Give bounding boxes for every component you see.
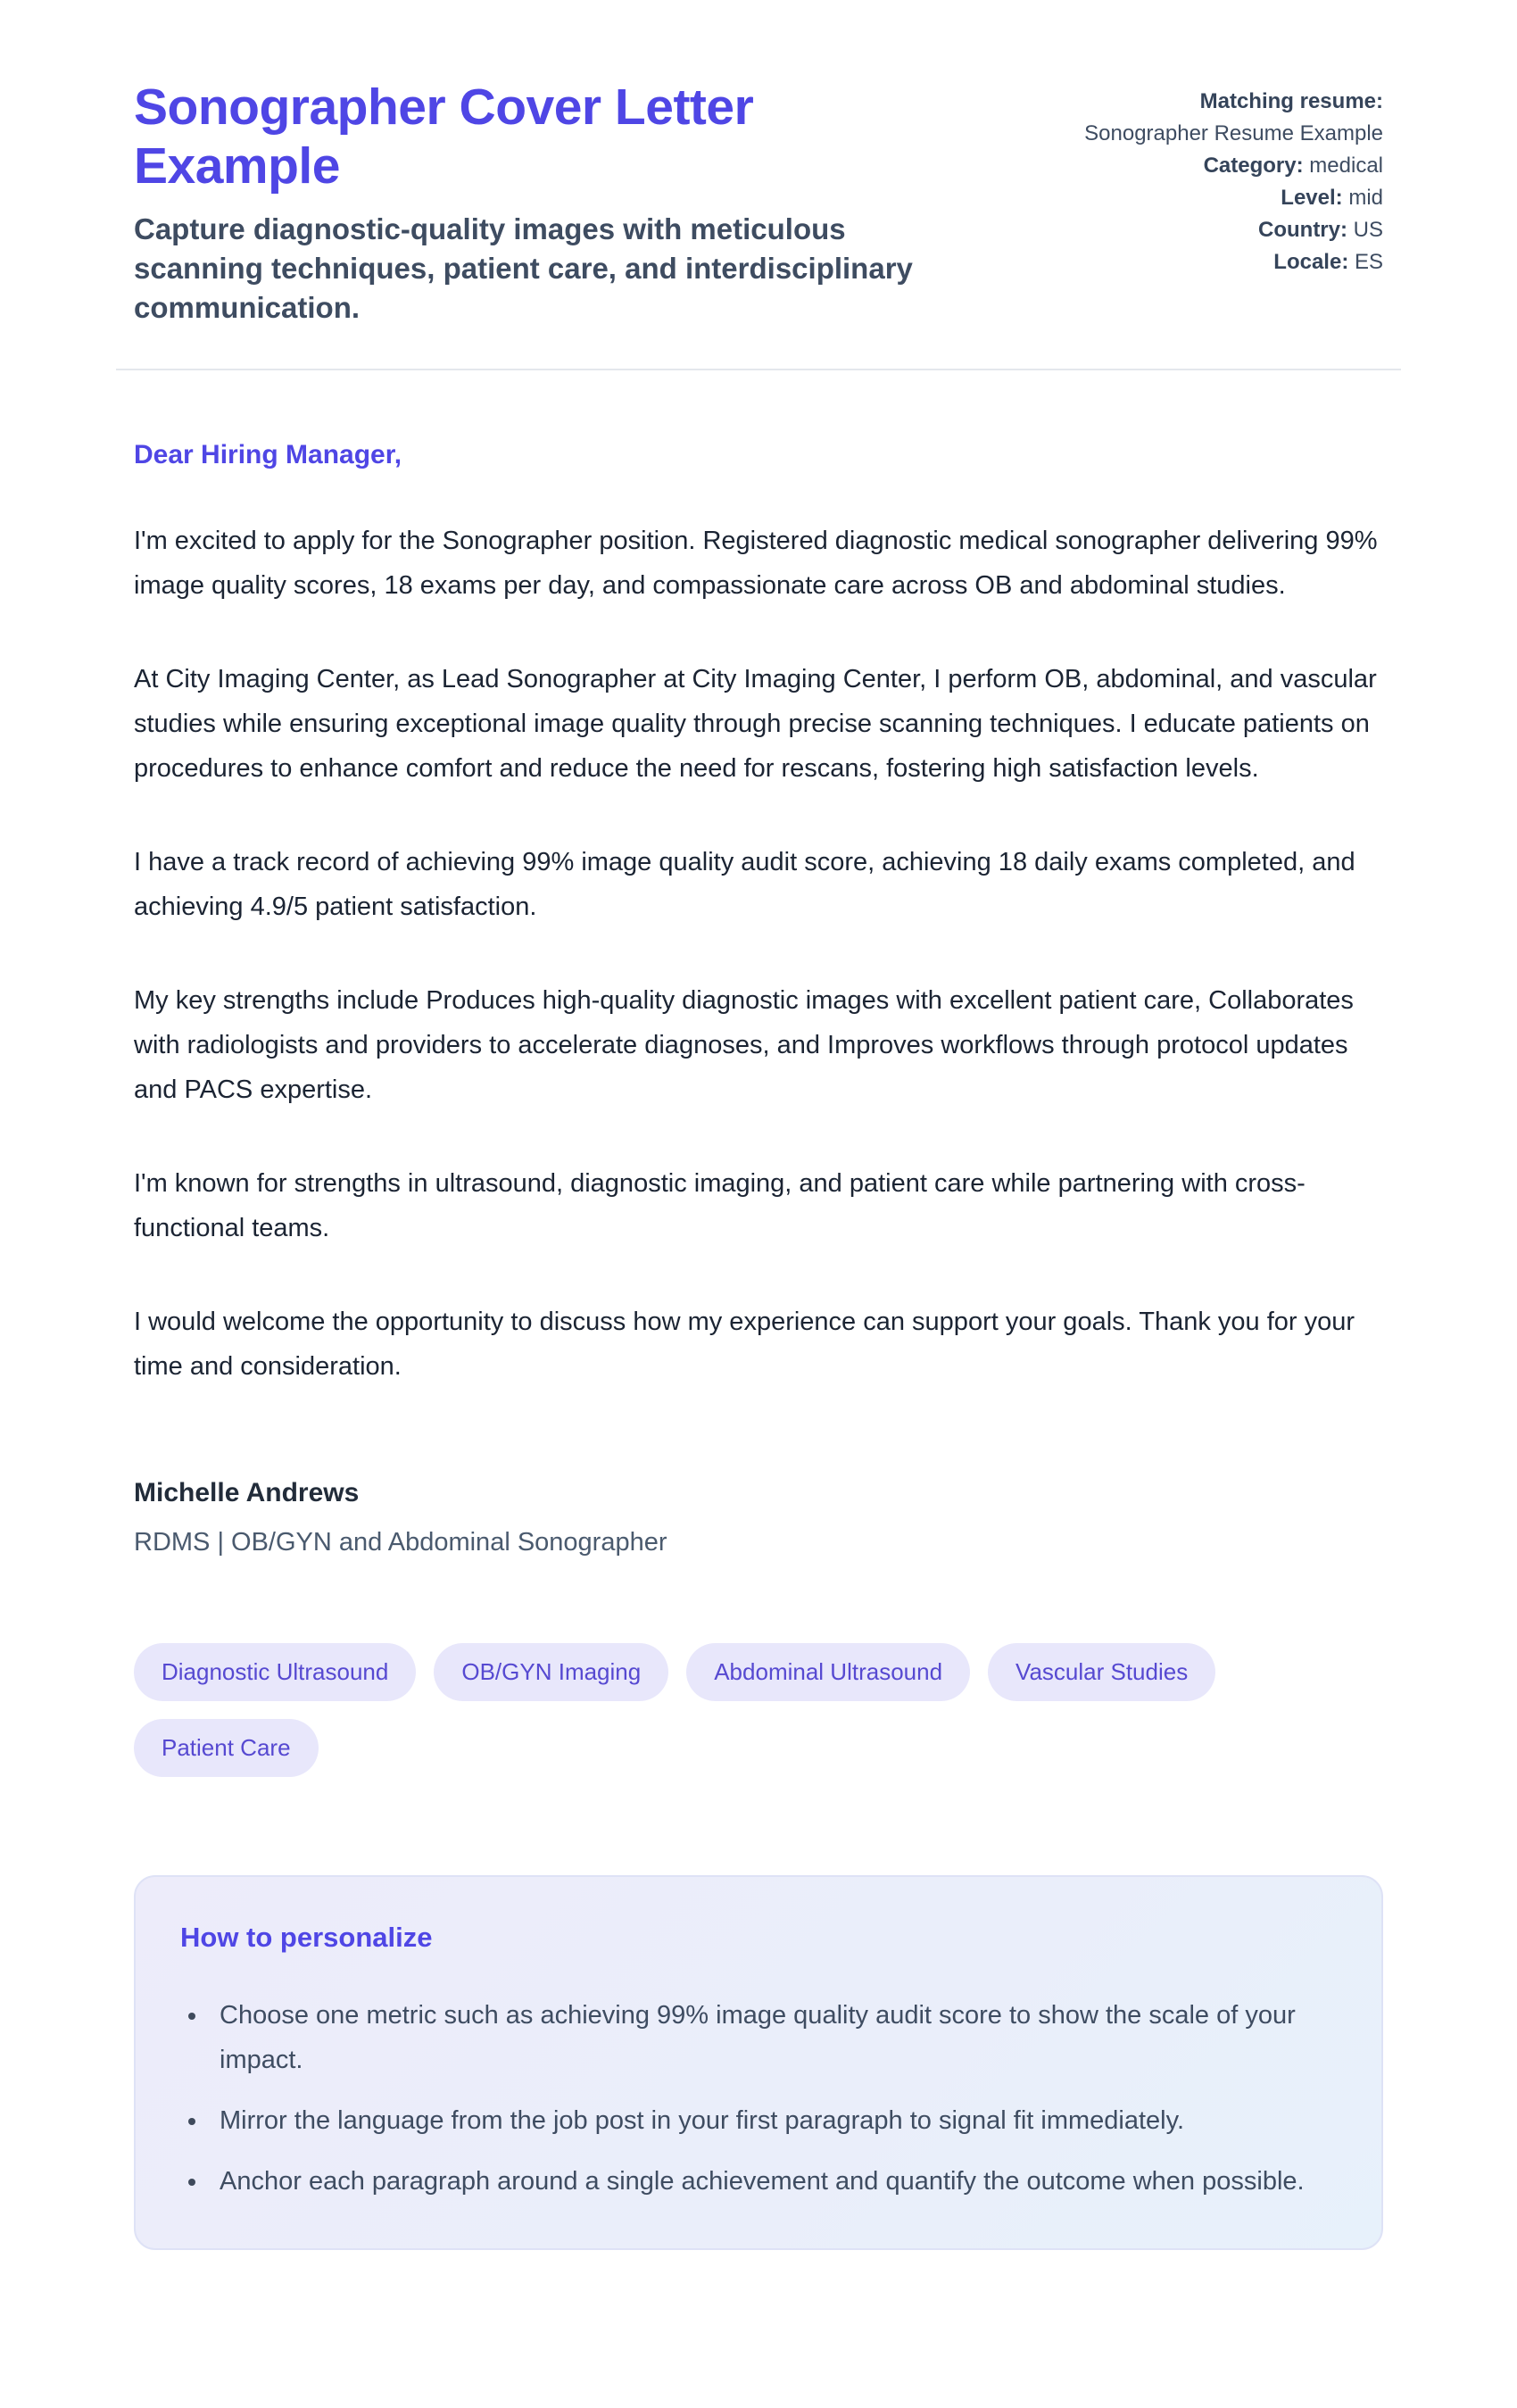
meta-matching-resume-label [1084,86,1383,118]
personalize-tips-box [134,1875,1383,2250]
letter-paragraph: My key strengths include Produces high-quality diagnostic images with excellent patient care, Collaborates with radiologists and providers to accelerate diagnoses, and Improves workflows through protocol updates and PACS expertise. [134,985,1354,1104]
meta-level-value: mid [1348,186,1383,210]
meta-locale [1084,246,1383,278]
tip-item: • Anchor each paragraph around a single achievement and quantify the outcome when possible. [209,2159,1337,2204]
header [116,79,1401,328]
letter-greeting: Dear Hiring Manager, [134,439,402,469]
meta-locale-label: Locale: [1273,250,1349,274]
signature-block [134,1478,1383,1557]
tips-list [180,1993,1337,2204]
cover-letter-body [116,370,1401,1557]
meta-country [1084,214,1383,246]
meta-level-label: Level: [1281,186,1343,210]
meta-category [1084,150,1383,182]
meta-country-label: Country: [1258,218,1347,242]
signature-role: RDMS | OB/GYN and Abdominal Sonographer [134,1527,667,1557]
resume-meta-panel [1084,79,1383,278]
meta-category-value: medical [1309,154,1383,178]
skill-tag: Diagnostic Ultrasound [134,1643,416,1701]
tip-item: • Choose one metric such as achieving 99% image quality audit score to show the scale of your impact. [209,1993,1337,2082]
header-title-block [134,79,955,328]
page-title: Sonographer Cover Letter Example [134,79,754,195]
page-container [116,0,1401,2250]
meta-matching-resume-value: Sonographer Resume Example [1084,121,1383,145]
page-subtitle: Capture diagnostic-quality images with meticulous scanning techniques, patient care, and interdisciplinary communication. [134,212,913,324]
meta-country-value: US [1353,218,1383,242]
skill-tags [134,1643,1383,1777]
meta-locale-value: ES [1354,250,1383,274]
meta-category-label: Category: [1203,154,1304,178]
letter-paragraph: I would welcome the opportunity to discuss how my experience can support your goals. Thank you for your time and consideration. [134,1307,1355,1381]
letter-paragraph: At City Imaging Center, as Lead Sonographer at City Imaging Center, I perform OB, abdominal, and vascular studies while ensuring exceptional image quality through precise scanning techniques. I educate patients on procedures to enhance comfort and reduce the need for rescans, fostering high satisfaction levels. [134,664,1377,783]
signature-name: Michelle Andrews [134,1477,360,1507]
meta-matching-resume-label-text: Matching resume: [1199,89,1383,113]
letter-paragraph: I'm excited to apply for the Sonographer position. Registered diagnostic medical sonographer delivering 99% image quality scores, 18 exams per day, and compassionate care across OB and abdominal studies. [134,526,1378,600]
tips-heading: How to personalize [180,1921,433,1953]
tip-item: • Mirror the language from the job post in your first paragraph to signal fit immediately. [209,2098,1337,2143]
meta-level [1084,182,1383,214]
letter-paragraph: I have a track record of achieving 99% image quality audit score, achieving 18 daily exams completed, and achieving 4.9/5 patient satisfaction. [134,847,1355,921]
skill-tag: Vascular Studies [988,1643,1215,1701]
skill-tag: Patient Care [134,1719,319,1777]
letter-paragraph: I'm known for strengths in ultrasound, diagnostic imaging, and patient care while partnering with cross-functional teams. [134,1168,1306,1242]
skill-tag: OB/GYN Imaging [434,1643,668,1701]
skill-tag: Abdominal Ultrasound [686,1643,970,1701]
